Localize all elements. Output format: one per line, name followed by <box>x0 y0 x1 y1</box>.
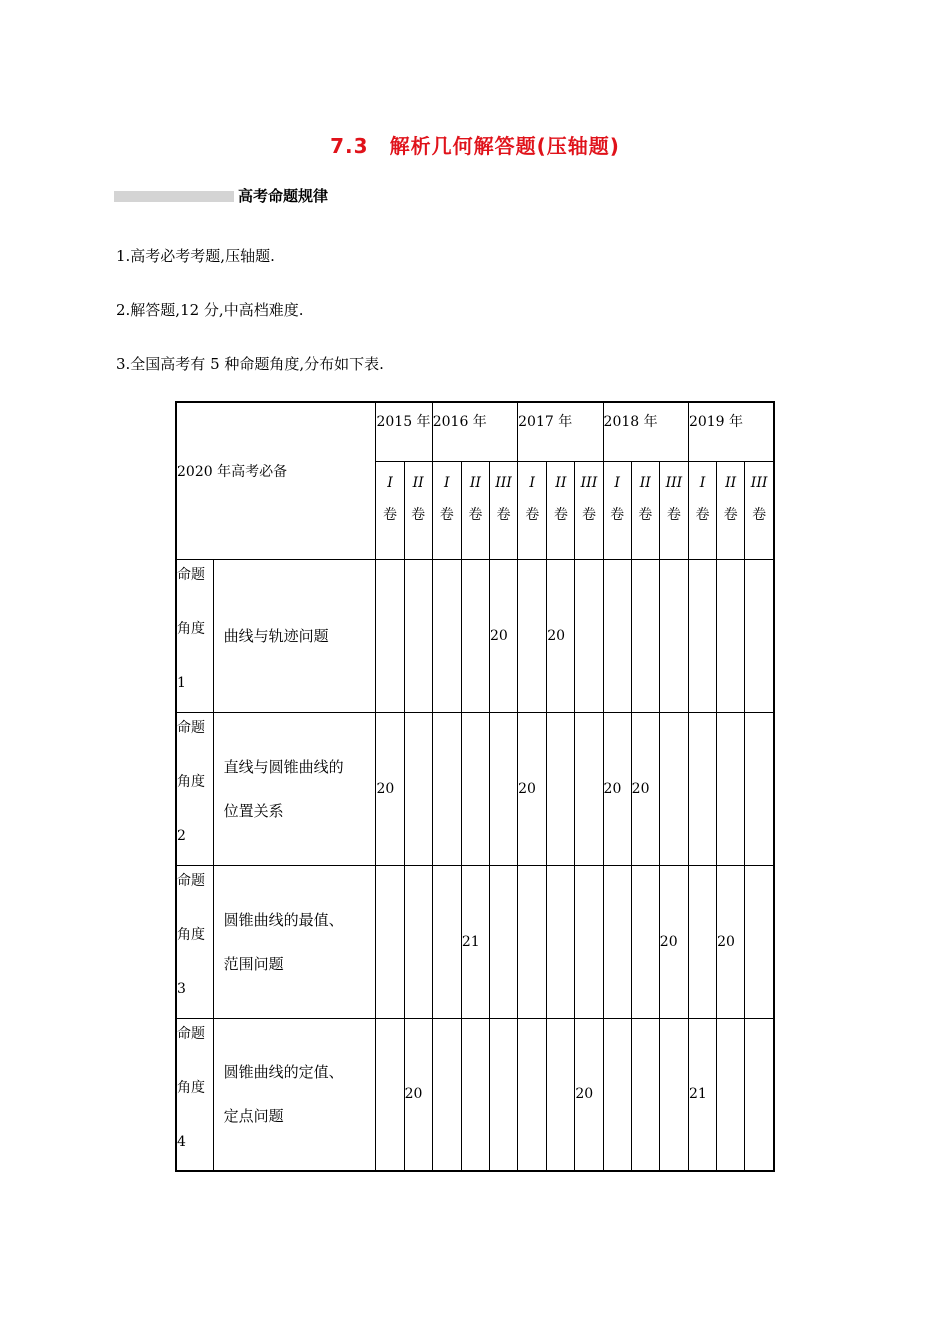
score-cell <box>659 1018 688 1171</box>
score-cell <box>745 865 774 1018</box>
score-cell <box>575 865 603 1018</box>
year-header: 2015 年 <box>376 402 432 461</box>
volume-header <box>489 461 517 559</box>
angle-label: 命题 <box>177 1025 205 1042</box>
score-cell <box>461 559 489 712</box>
score-cell <box>603 1018 631 1171</box>
topic-text: 圆锥曲线的最值、 <box>223 910 344 929</box>
spacer <box>177 1048 213 1075</box>
angle-label: 角度 <box>177 926 205 943</box>
angle-label: 2 <box>177 827 186 844</box>
score-cell <box>432 1018 461 1171</box>
volume-header <box>404 461 432 559</box>
score-cell <box>432 865 461 1018</box>
volume-header <box>603 461 631 559</box>
volume-numeral: I <box>614 474 620 491</box>
score-cell <box>376 1018 404 1171</box>
score-cell: 20 <box>575 1018 603 1171</box>
volume-header <box>432 461 461 559</box>
score-cell <box>461 1018 489 1171</box>
score-cell <box>659 559 688 712</box>
score-cell <box>432 559 461 712</box>
volume-header <box>376 461 404 559</box>
volume-suffix: 卷 <box>581 506 596 523</box>
score-cell <box>745 559 774 712</box>
volume-suffix: 卷 <box>752 506 767 523</box>
score-cell: 20 <box>518 712 547 865</box>
volume-numeral: I <box>699 474 706 491</box>
table-row <box>176 559 774 712</box>
angle-label: 命题 <box>177 566 205 583</box>
volume-numeral: II <box>639 474 651 491</box>
score-cell <box>404 559 432 712</box>
spacer <box>177 742 213 769</box>
volume-numeral: III <box>580 474 598 491</box>
volume-header <box>717 461 745 559</box>
score-cell <box>603 559 631 712</box>
score-cell <box>489 865 517 1018</box>
volume-suffix: 卷 <box>723 506 738 523</box>
score-cell <box>717 1018 745 1171</box>
score-cell <box>717 712 745 865</box>
score-cell <box>575 712 603 865</box>
year-header: 2017 年 <box>518 402 603 461</box>
topic-cell <box>213 1018 376 1171</box>
paragraph-2: 2.解答题,12 分,中高档难度. <box>116 301 304 319</box>
score-cell: 20 <box>547 559 575 712</box>
angle-label: 1 <box>177 674 186 691</box>
angle-cell <box>176 712 213 865</box>
page-title: 7.3 解析几何解答题(压轴题) <box>330 134 620 158</box>
topic-text: 位置关系 <box>223 801 284 820</box>
angle-label: 命题 <box>177 719 205 736</box>
topic-text: 定点问题 <box>223 1107 284 1126</box>
score-cell <box>518 1018 547 1171</box>
year-header: 2016 年 <box>432 402 517 461</box>
score-cell: 20 <box>603 712 631 865</box>
topic-text: 曲线与轨迹问题 <box>223 626 329 645</box>
angle-label: 角度 <box>177 1079 205 1096</box>
table-corner: 2020 年高考必备 <box>176 402 376 559</box>
angle-cell <box>176 1018 213 1171</box>
volume-header <box>631 461 659 559</box>
spacer <box>177 1102 213 1129</box>
volume-header <box>518 461 547 559</box>
paragraph-3: 3.全国高考有 5 种命题角度,分布如下表. <box>116 355 384 373</box>
score-cell <box>717 559 745 712</box>
volume-numeral: II <box>469 474 481 491</box>
angle-label: 角度 <box>177 773 205 790</box>
score-cell <box>404 865 432 1018</box>
volume-suffix: 卷 <box>525 506 540 523</box>
score-cell <box>518 865 547 1018</box>
volume-suffix: 卷 <box>553 506 568 523</box>
score-cell: 20 <box>659 865 688 1018</box>
spacer <box>177 643 213 670</box>
volume-header <box>547 461 575 559</box>
paragraph-1: 1.高考必考考题,压轴题. <box>116 247 275 265</box>
score-cell: 20 <box>404 1018 432 1171</box>
year-header: 2019 年 <box>688 402 774 461</box>
score-cell <box>688 712 716 865</box>
angle-cell <box>176 559 213 712</box>
score-cell <box>432 712 461 865</box>
volume-header <box>688 461 716 559</box>
score-cell <box>745 1018 774 1171</box>
angle-label: 角度 <box>177 620 205 637</box>
score-cell: 20 <box>489 559 517 712</box>
volume-numeral: III <box>495 474 512 491</box>
volume-numeral: III <box>665 474 683 491</box>
topic-text: 直线与圆锥曲线的 <box>223 757 344 776</box>
score-cell <box>376 559 404 712</box>
volume-suffix: 卷 <box>610 506 625 523</box>
topic-cell <box>213 865 376 1018</box>
volume-numeral: II <box>555 474 567 491</box>
score-cell: 20 <box>376 712 404 865</box>
volume-suffix: 卷 <box>638 506 653 523</box>
score-cell <box>745 712 774 865</box>
volume-numeral: I <box>387 474 393 491</box>
volume-numeral: III <box>750 474 768 491</box>
spacer <box>177 949 213 976</box>
spacer <box>177 895 213 922</box>
table-row <box>176 865 774 1018</box>
score-cell <box>489 1018 517 1171</box>
score-cell <box>603 865 631 1018</box>
score-cell: 21 <box>461 865 489 1018</box>
score-cell <box>547 1018 575 1171</box>
topic-cell <box>213 712 376 865</box>
distribution-table <box>175 401 775 1172</box>
volume-suffix: 卷 <box>411 506 426 523</box>
volume-suffix: 卷 <box>496 506 511 523</box>
table-row <box>176 712 774 865</box>
angle-label: 3 <box>177 980 186 997</box>
volume-numeral: I <box>529 474 535 491</box>
score-cell <box>575 559 603 712</box>
score-cell <box>659 712 688 865</box>
score-cell: 20 <box>717 865 745 1018</box>
score-cell <box>688 865 716 1018</box>
volume-numeral: II <box>412 474 424 491</box>
topic-cell <box>213 559 376 712</box>
spacer <box>177 796 213 823</box>
volume-header <box>461 461 489 559</box>
table-row <box>176 1018 774 1171</box>
score-cell <box>631 559 659 712</box>
volume-suffix: 卷 <box>383 506 398 523</box>
angle-label: 命题 <box>177 872 205 889</box>
score-cell <box>688 559 716 712</box>
volume-header <box>745 461 774 559</box>
volume-header <box>659 461 688 559</box>
score-cell <box>547 865 575 1018</box>
score-cell <box>461 712 489 865</box>
angle-cell <box>176 865 213 1018</box>
score-cell <box>404 712 432 865</box>
volume-suffix: 卷 <box>468 506 483 523</box>
score-cell <box>376 865 404 1018</box>
score-cell <box>631 865 659 1018</box>
score-cell: 20 <box>631 712 659 865</box>
volume-numeral: I <box>444 474 450 491</box>
year-header: 2018 年 <box>603 402 688 461</box>
score-cell <box>547 712 575 865</box>
score-cell <box>631 1018 659 1171</box>
volume-suffix: 卷 <box>695 506 710 523</box>
topic-text: 范围问题 <box>223 954 284 973</box>
volume-suffix: 卷 <box>439 506 454 523</box>
section-label: 高考命题规律 <box>238 187 329 205</box>
volume-header <box>575 461 603 559</box>
score-cell: 21 <box>688 1018 716 1171</box>
volume-numeral: II <box>725 474 737 491</box>
score-cell <box>518 559 547 712</box>
section-bar <box>114 191 234 202</box>
angle-label: 4 <box>177 1133 186 1150</box>
volume-suffix: 卷 <box>666 506 681 523</box>
topic-text: 圆锥曲线的定值、 <box>223 1063 344 1082</box>
spacer <box>177 589 213 616</box>
score-cell <box>489 712 517 865</box>
